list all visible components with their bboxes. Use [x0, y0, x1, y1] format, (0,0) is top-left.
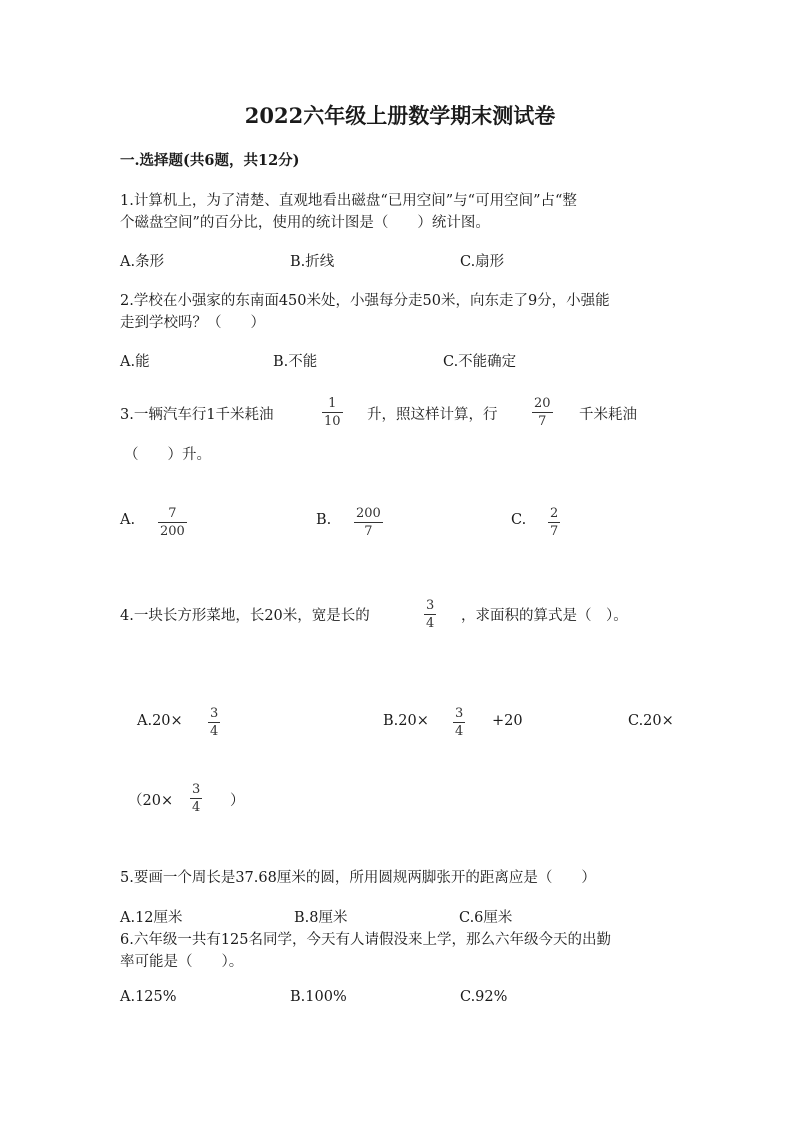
- question-5-option-b: B.8厘米: [294, 910, 348, 926]
- question-4-option-a-fraction: [208, 706, 220, 739]
- question-1-text-line-2: 个磁盘空间”的百分比，使用的统计图是（ ）统计图。: [120, 215, 490, 231]
- fraction-bar: [453, 722, 465, 723]
- fraction-bar: [354, 522, 383, 523]
- question-4-option-a-label: A.20×: [137, 713, 183, 729]
- section-heading: 一.选择题(共6题，共12分): [120, 152, 300, 169]
- fraction-numerator: 20: [534, 396, 551, 411]
- question-2-text-line-1: 2.学校在小强家的东南面450米处，小强每分走50米，向东走了9分，小强能: [120, 293, 610, 309]
- question-3-text-line-2: （ ）升。: [124, 447, 211, 463]
- question-3-text-b: 升，照这样计算，行: [367, 407, 498, 423]
- fraction-bar: [208, 722, 220, 723]
- fraction-numerator: 3: [455, 706, 464, 721]
- question-1-option-b: B.折线: [290, 254, 335, 270]
- question-4-option-b-fraction: [453, 706, 465, 739]
- fraction-numerator: 1: [328, 396, 337, 411]
- question-1-text-line-1: 1.计算机上，为了清楚、直观地看出磁盘“已用空间”与“可用空间”占“整: [120, 193, 577, 209]
- fraction-denominator: 7: [550, 524, 559, 539]
- question-2-text-line-2: 走到学校吗？（ ）: [120, 315, 265, 331]
- question-2-option-c: C.不能确定: [443, 354, 517, 370]
- fraction-bar: [424, 614, 436, 615]
- fraction-bar: [548, 522, 560, 523]
- question-4-fraction: [424, 598, 436, 631]
- question-4-option-c-label: C.20×: [628, 713, 674, 729]
- fraction-denominator: 4: [426, 616, 435, 631]
- fraction-numerator: 3: [210, 706, 219, 721]
- question-4-option-b-suffix: +20: [492, 713, 523, 729]
- question-4-text-b: ，求面积的算式是（ ）。: [461, 608, 628, 624]
- question-3-fraction-1: [322, 396, 343, 429]
- question-6-option-b: B.100%: [290, 989, 347, 1005]
- question-3-text-a: 3.一辆汽车行1千米耗油: [120, 407, 274, 423]
- fraction-denominator: 4: [192, 800, 201, 815]
- question-6-option-a: A.125%: [120, 989, 177, 1005]
- question-3-fraction-2: [532, 396, 553, 429]
- question-5-option-c: C.6厘米: [459, 910, 513, 926]
- question-2-option-b: B.不能: [273, 354, 318, 370]
- question-3-option-c-label: C.: [511, 512, 527, 528]
- question-3-option-c-fraction: [548, 506, 560, 539]
- question-3-option-a-fraction: [158, 506, 187, 539]
- question-1-option-a: A.条形: [120, 254, 165, 270]
- fraction-denominator: 7: [364, 524, 373, 539]
- question-1-option-c: C.扇形: [460, 254, 505, 270]
- fraction-denominator: 4: [455, 724, 464, 739]
- question-3-option-b-fraction: [354, 506, 383, 539]
- fraction-bar: [158, 522, 187, 523]
- fraction-denominator: 7: [538, 414, 547, 429]
- fraction-numerator: 2: [550, 506, 559, 521]
- fraction-numerator: 3: [426, 598, 435, 613]
- fraction-bar: [322, 412, 343, 413]
- question-6-text-line-2: 率可能是（ ）。: [120, 954, 244, 970]
- fraction-numerator: 3: [192, 782, 201, 797]
- fraction-denominator: 10: [324, 414, 341, 429]
- question-4-option-c-continued: （20×: [128, 793, 174, 809]
- question-5-option-a: A.12厘米: [120, 910, 183, 926]
- question-5-text: 5.要画一个周长是37.68厘米的圆，所用圆规两脚张开的距离应是（ ）: [120, 870, 596, 886]
- question-3-text-c: 千米耗油: [579, 407, 637, 423]
- question-4-option-b-label: B.20×: [383, 713, 429, 729]
- page-title: 2022六年级上册数学期末测试卷: [244, 103, 556, 128]
- question-4-option-c-suffix: ）: [230, 793, 245, 809]
- question-4-text-a: 4.一块长方形菜地，长20米，宽是长的: [120, 608, 370, 624]
- fraction-numerator: 7: [168, 506, 177, 521]
- question-2-option-a: A.能: [120, 354, 150, 370]
- question-4-option-c-fraction: [190, 782, 202, 815]
- question-6-text-line-1: 6.六年级一共有125名同学，今天有人请假没来上学，那么六年级今天的出勤: [120, 932, 612, 948]
- question-6-option-c: C.92%: [460, 989, 508, 1005]
- fraction-denominator: 4: [210, 724, 219, 739]
- fraction-denominator: 200: [160, 524, 185, 539]
- question-3-option-a-label: A.: [120, 512, 136, 528]
- fraction-bar: [190, 798, 202, 799]
- fraction-bar: [532, 412, 553, 413]
- fraction-numerator: 200: [356, 506, 381, 521]
- question-3-option-b-label: B.: [316, 512, 332, 528]
